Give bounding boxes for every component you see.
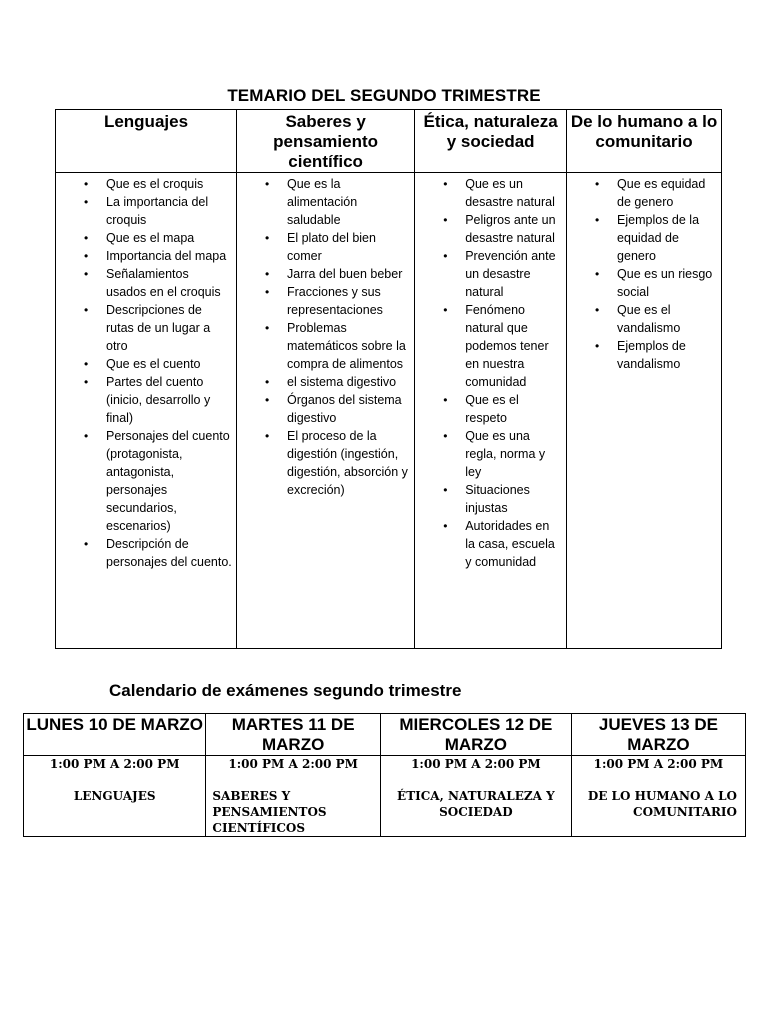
topic-item: • Fracciones y sus representaciones — [287, 283, 410, 319]
syllabus-topics-row — [56, 173, 722, 649]
exam-header-row — [24, 714, 746, 756]
topic-item: • Que es la alimentación saludable — [287, 175, 410, 229]
exam-day-header: MARTES 11 DE MARZO — [206, 714, 381, 756]
syllabus-header-etica: Ética, naturaleza y sociedad — [415, 110, 567, 173]
topic-list-etica — [415, 173, 566, 571]
topic-item: • Situaciones injustas — [465, 481, 562, 517]
topic-item: • Que es el vandalismo — [617, 301, 717, 337]
topic-item: • Que es el cuento — [106, 355, 232, 373]
topic-item: • Descripción de personajes del cuento. — [106, 535, 232, 571]
syllabus-header-row — [56, 110, 722, 173]
topic-list-humano — [567, 173, 721, 373]
topic-item: • Que es un desastre natural — [465, 175, 562, 211]
topic-item: • Ejemplos de vandalismo — [617, 337, 717, 373]
syllabus-col-saberes — [237, 173, 415, 649]
topic-item: • Peligros ante un desastre natural — [465, 211, 562, 247]
exam-day-header: MIERCOLES 12 DE MARZO — [380, 714, 571, 756]
topic-list-saberes — [237, 173, 414, 499]
topic-item: • Órganos del sistema digestivo — [287, 391, 410, 427]
topic-item: • el sistema digestivo — [287, 373, 410, 391]
syllabus-title: TEMARIO DEL SEGUNDO TRIMESTRE — [227, 86, 541, 105]
topic-item: • Autoridades en la casa, escuela y comunidad — [465, 517, 562, 571]
topic-item: • El plato del bien comer — [287, 229, 410, 265]
exam-cell-lunes — [24, 756, 206, 837]
topic-item: • Que es un riesgo social — [617, 265, 717, 301]
exam-cell-martes — [206, 756, 381, 837]
topic-item: • Que es el croquis — [106, 175, 232, 193]
exam-calendar-table — [23, 713, 746, 837]
exam-time: 1:00 PM A 2:00 PM — [411, 757, 541, 771]
topic-item: • Fenómeno natural que podemos tener en nuestra comunidad — [465, 301, 562, 391]
exam-cell-jueves — [571, 756, 745, 837]
topic-item: • Que es el respeto — [465, 391, 562, 427]
syllabus-table — [55, 109, 722, 649]
topic-item: • Señalamientos usados en el croquis — [106, 265, 232, 301]
topic-item: • Jarra del buen beber — [287, 265, 410, 283]
topic-item: • Importancia del mapa — [106, 247, 232, 265]
syllabus-header-humano: De lo humano a lo comunitario — [567, 110, 722, 173]
exam-time: 1:00 PM A 2:00 PM — [49, 757, 180, 771]
topic-item: • Personajes del cuento (protagonista, antagonista, personajes secundarios, escenarios) — [106, 427, 232, 535]
topic-item: • El proceso de la digestión (ingestión, digestión, absorción y excreción) — [287, 427, 410, 499]
topic-item: • Prevención ante un desastre natural — [465, 247, 562, 301]
exam-cell-miercoles — [380, 756, 571, 837]
syllabus-col-humano — [567, 173, 722, 649]
topic-item: • Descripciones de rutas de un lugar a otro — [106, 301, 232, 355]
topic-list-lenguajes — [56, 173, 236, 571]
exam-subject: SABERES Y PENSAMIENTOS CIENTÍFICOS — [212, 789, 327, 835]
topic-item: • La importancia del croquis — [106, 193, 232, 229]
topic-item: • Ejemplos de la equidad de genero — [617, 211, 717, 265]
exam-subject: ÉTICA, NATURALEZA Y SOCIEDAD — [397, 789, 555, 819]
topic-item: • Que es equidad de genero — [617, 175, 717, 211]
exam-day-header: JUEVES 13 DE MARZO — [571, 714, 745, 756]
exam-time: 1:00 PM A 2:00 PM — [593, 757, 724, 771]
exams-title: Calendario de exámenes segundo trimestre — [109, 681, 462, 700]
topic-item: • Que es una regla, norma y ley — [465, 427, 562, 481]
topic-item: • Partes del cuento (inicio, desarrollo y final) — [106, 373, 232, 427]
exam-subject: LENGUAJES — [73, 789, 156, 803]
syllabus-header-saberes: Saberes y pensamiento científico — [237, 110, 415, 173]
exam-subject: DE LO HUMANO A LO COMUNITARIO — [587, 789, 737, 819]
topic-item: • Que es el mapa — [106, 229, 232, 247]
syllabus-col-etica — [415, 173, 567, 649]
syllabus-header-lenguajes: Lenguajes — [56, 110, 237, 173]
exam-day-header: LUNES 10 DE MARZO — [24, 714, 206, 756]
exam-detail-row — [24, 756, 746, 837]
syllabus-col-lenguajes — [56, 173, 237, 649]
topic-item: • Problemas matemáticos sobre la compra de alimentos — [287, 319, 410, 373]
exam-time: 1:00 PM A 2:00 PM — [228, 757, 358, 771]
